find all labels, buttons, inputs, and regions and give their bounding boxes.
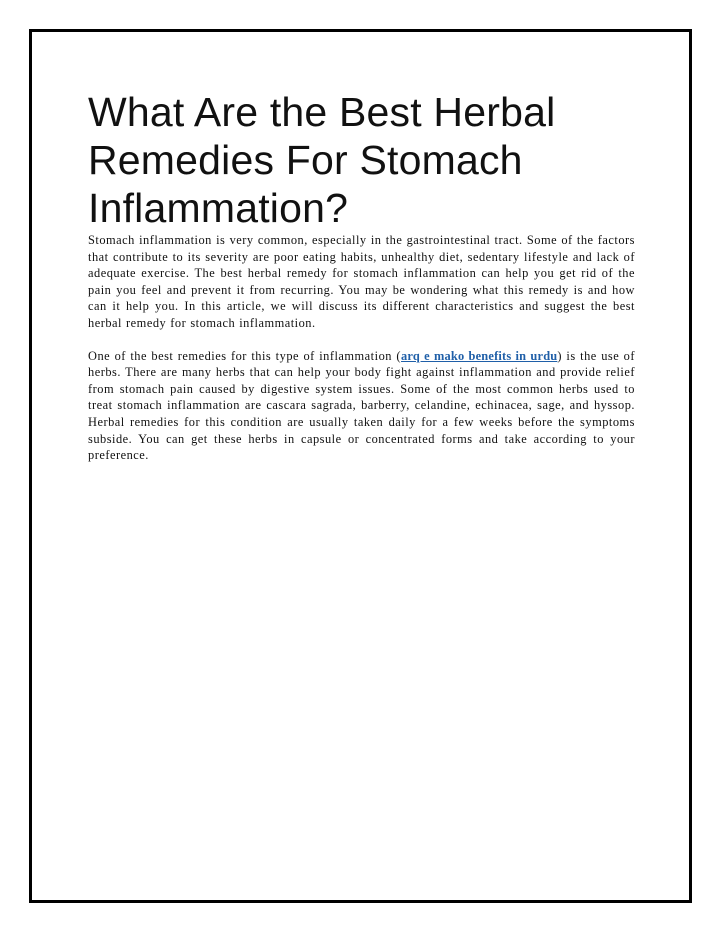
paragraph-herbs-text-start: One of the best remedies for this type of inflammation (	[88, 348, 402, 363]
document-title: What Are the Best Herbal Remedies For Stomach Inflammation?	[88, 89, 556, 231]
document-content	[88, 88, 635, 464]
arq-e-mako-link[interactable]: arq e mako benefits in urdu	[401, 348, 558, 363]
paragraph-intro: Stomach inflammation is very common, especially in the gastrointestinal tract. Some of the factors that contribute to its severity are poor eating habits, unhealthy diet, sedentary lifestyle and lack of adequate exercise. The best herbal remedy for stomach inflammation can help you get rid of the pain you feel and prevent it from recurring. You may be wondering what this remedy is and how can it help you. In this article, we will discuss its different characteristics and suggest the best herbal remedy for stomach inflammation.	[88, 233, 635, 330]
paragraph-herbs-text-end: ) is the use of herbs. There are many herbs that can help your body fight against inflammation and provide relief from stomach pain caused by digestive system issues. Some of the most common herbs used to treat stomach inflammation are cascara sagrada, barberry, celandine, echinacea, sage, and hyssop. Herbal remedies for this condition are usually taken daily for a few weeks before the symptoms subside. You can get these herbs in capsule or concentrated forms and take according to your preference.	[88, 348, 635, 463]
paragraph-herbs	[88, 348, 635, 464]
document-page	[29, 29, 692, 903]
